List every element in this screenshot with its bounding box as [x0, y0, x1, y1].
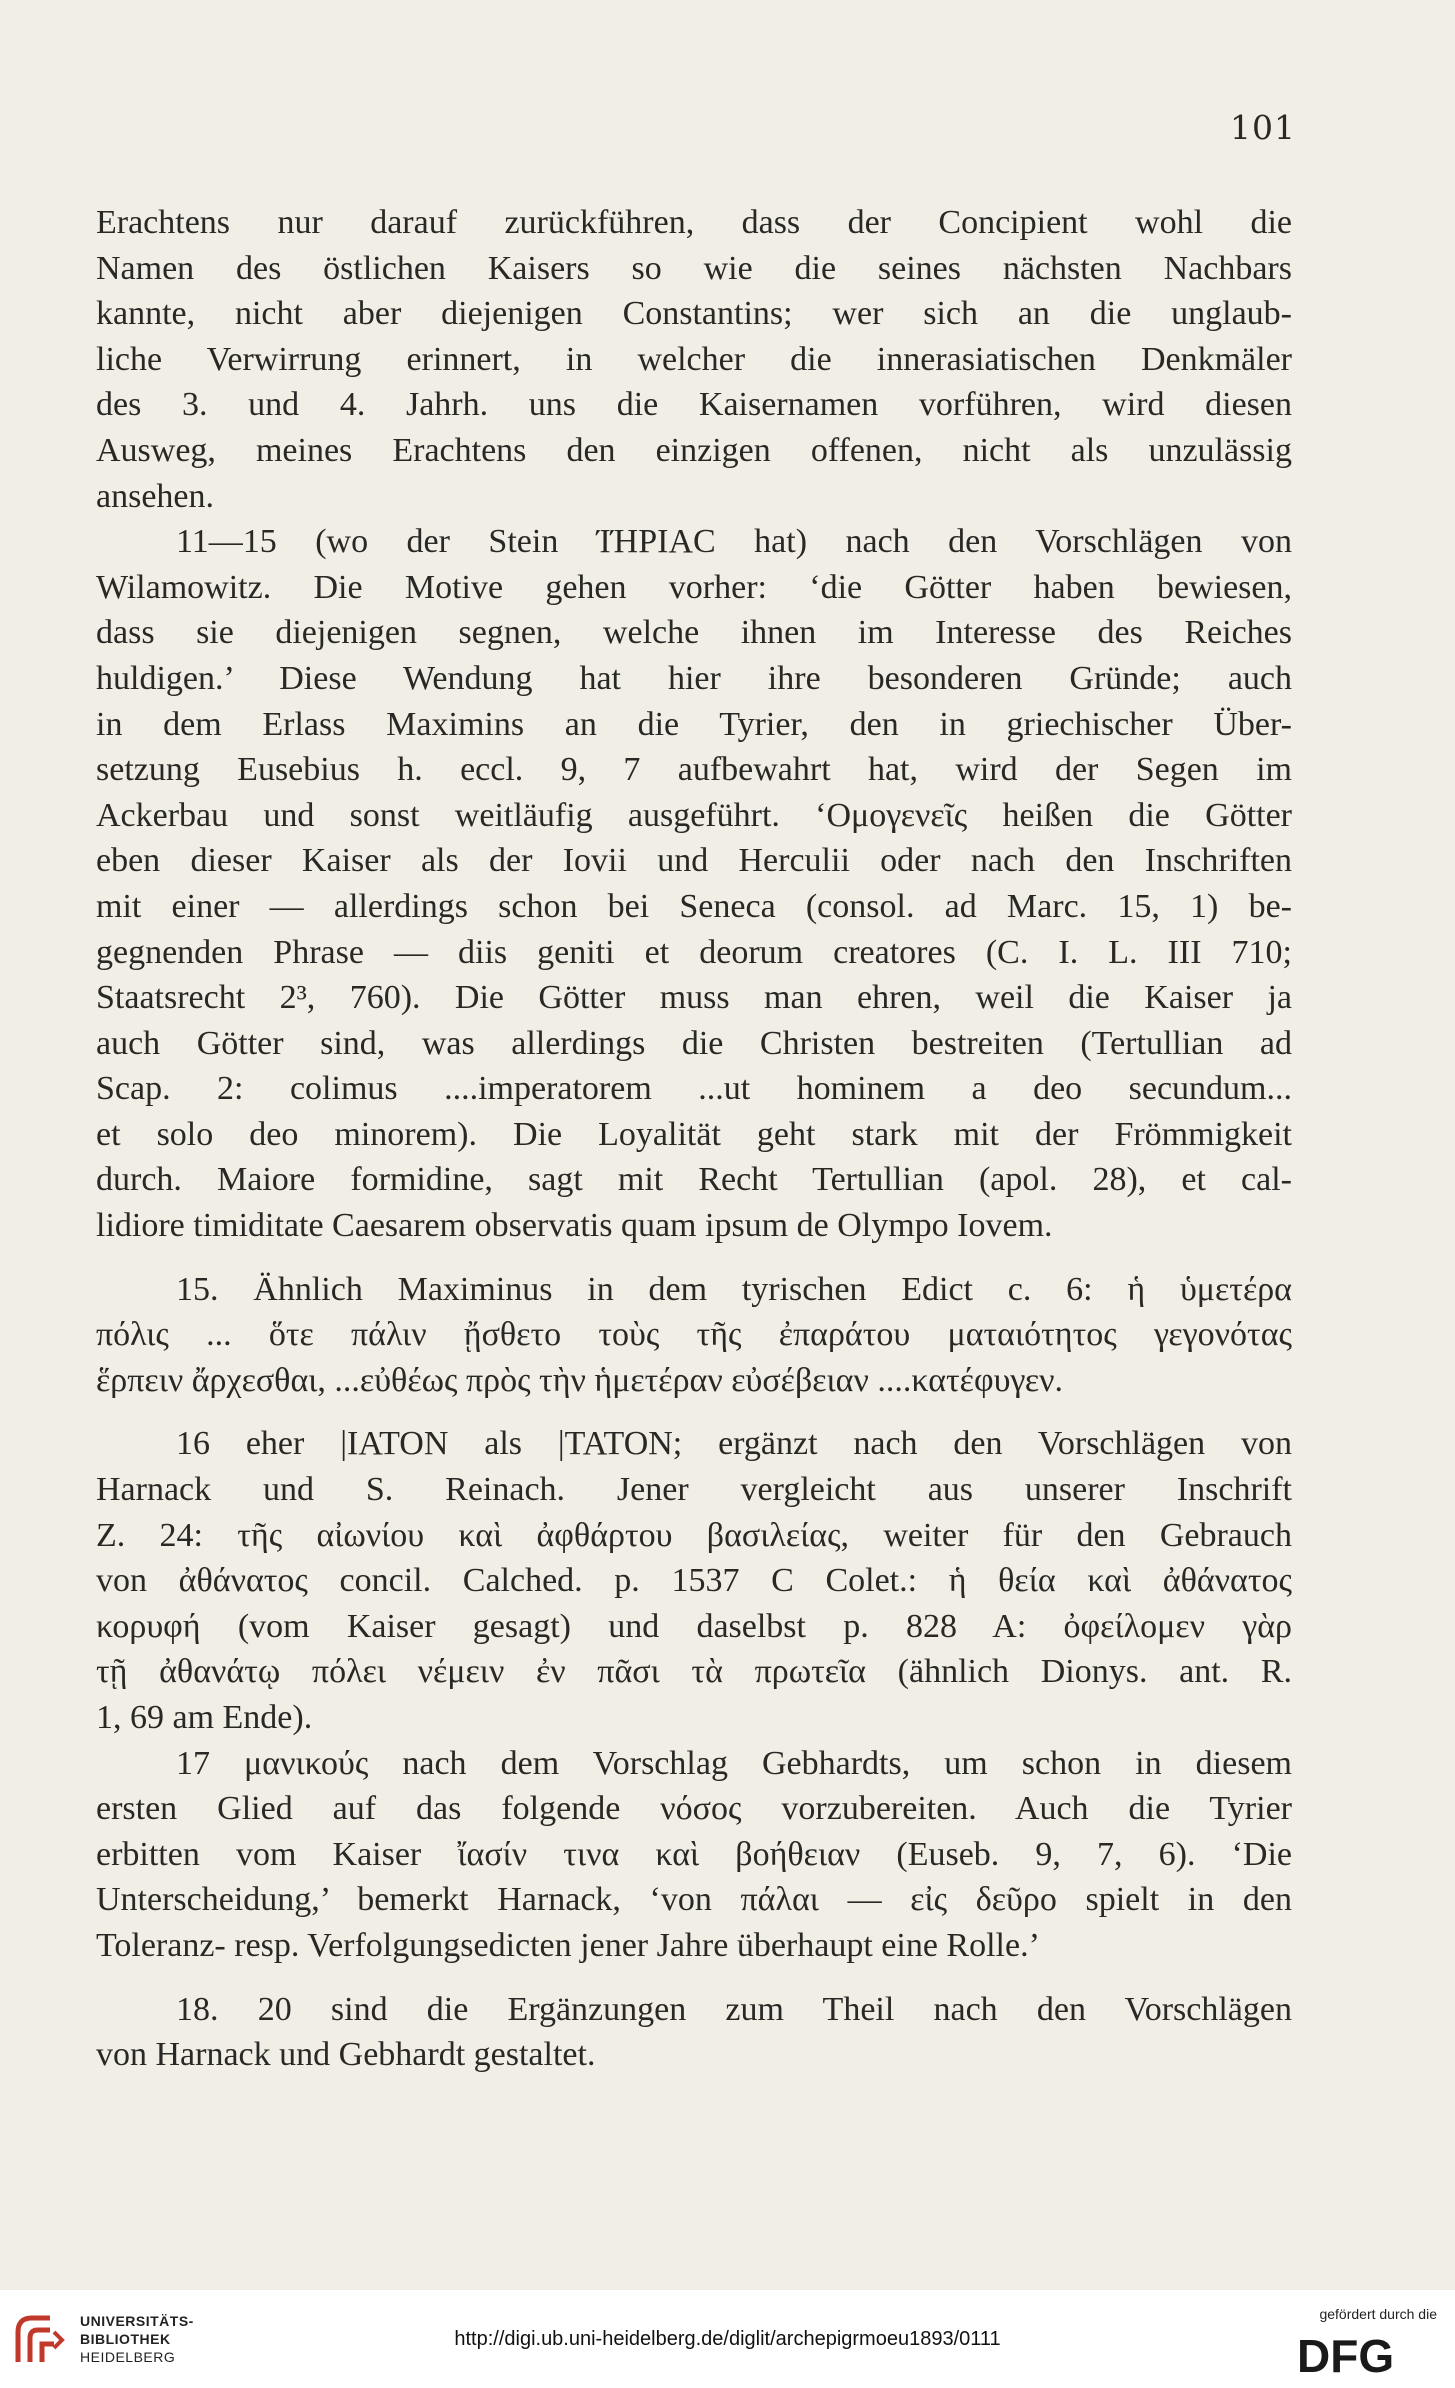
text-line: liche Verwirrung erinnert, in welcher die innerasiatischen Denkmäler	[96, 340, 1292, 378]
page-number: 101	[1230, 108, 1296, 147]
text-line: dass sie diejenigen segnen, welche ihnen im Interesse des Reiches	[96, 614, 1292, 652]
text-line: κορυφή (vom Kaiser gesagt) und daselbst p. 828 A: ὀφείλομεν γὰρ	[96, 1607, 1292, 1645]
text-line: mit einer — allerdings schon bei Seneca (consol. ad Marc. 15, 1) be-	[96, 887, 1292, 925]
text-line: Ausweg, meines Erachtens den einzigen offenen, nicht als unzulässig	[96, 431, 1292, 469]
dfg-logo-text: DFG	[1297, 2330, 1395, 2378]
paragraph-gap	[96, 1969, 1292, 1987]
text-line: erbitten vom Kaiser ἴασίν τινα καὶ βοήθειαν (Euseb. 9, 7, 6). ‘Die	[96, 1835, 1292, 1873]
text-line: ersten Glied auf das folgende νόσος vorzubereiten. Auch die Tyrier	[96, 1790, 1292, 1828]
text-line: huldigen.’ Diese Wendung hat hier ihre besonderen Gründe; auch	[96, 659, 1292, 697]
text-line: eben dieser Kaiser als der Iovii und Herculii oder nach den Inschriften	[96, 842, 1292, 880]
text-line: τῇ ἀθανάτῳ πόλει νέμειν ἐν πᾶσι τὰ πρωτεῖα (ähnlich Dionys. ant. R.	[96, 1653, 1292, 1691]
text-line: Namen des östlichen Kaisers so wie die seines nächsten Nachbars	[96, 249, 1292, 287]
library-name: UNIVERSITÄTS- BIBLIOTHEK HEIDELBERG	[80, 2313, 194, 2365]
text-line: 18. 20 sind die Ergänzungen zum Theil nach den Vorschlägen	[176, 1990, 1292, 2028]
text-line: von Harnack und Gebhardt gestaltet.	[96, 2036, 596, 2074]
text-line: Scap. 2: colimus ....imperatorem ...ut hominem a deo secundum...	[96, 1070, 1292, 1108]
source-url-link[interactable]: http://digi.ub.uni-heidelberg.de/diglit/archepigrmoeu1893/0111	[454, 2328, 1001, 2350]
text-line: gegnenden Phrase — diis geniti et deorum creatores (C. I. L. III 710;	[96, 933, 1292, 971]
dfg-logo-icon	[1297, 2330, 1437, 2378]
text-line: Toleranz- resp. Verfolgungsedicten jener Jahre überhaupt eine Rolle.’	[96, 1926, 1040, 1964]
text-line: 16 eher |ΙΑΤΟΝ als |ΤΑΤΟΝ; ergänzt nach den Vorschlägen von	[176, 1425, 1292, 1463]
text-line: Ackerbau und sonst weitläufig ausgeführt. ‘Ομογενεῖς heißen die Götter	[96, 796, 1292, 834]
text-line: des 3. und 4. Jahrh. uns die Kaisernamen vorführen, wird diesen	[96, 386, 1292, 424]
text-line: auch Götter sind, was allerdings die Christen bestreiten (Tertullian ad	[96, 1024, 1292, 1062]
text-line: Unterscheidung,’ bemerkt Harnack, ‘von πάλαι — εἰς δεῦρο spielt in den	[96, 1881, 1292, 1919]
text-line: in dem Erlass Maximins an die Tyrier, den in griechischer Über-	[96, 705, 1292, 743]
text-line: ansehen.	[96, 477, 215, 515]
paragraph-gap	[96, 1403, 1292, 1421]
text-line: 11—15 (wo der Stein ΊΉΡΙΑC hat) nach den Vorschlägen von	[176, 523, 1292, 561]
text-line: ἕρπειν ἄρχεσθαι, ...εὐθέως πρὸς τὴν ἡμετέραν εὐσέβειαν ....κατέφυγεν.	[96, 1361, 1064, 1399]
text-line: durch. Maiore formidine, sagt mit Recht Tertullian (apol. 28), et cal-	[96, 1161, 1292, 1199]
text-line: lidiore timiditate Caesarem observatis quam ipsum de Olympo Iovem.	[96, 1207, 1053, 1245]
text-line: setzung Eusebius h. eccl. 9, 7 aufbewahrt hat, wird der Segen im	[96, 751, 1292, 789]
body-text	[96, 200, 1292, 2078]
funding-note: gefördert durch die	[1319, 2306, 1437, 2322]
text-line: 17 μανικούς nach dem Vorschlag Gebhardts, um schon in diesem	[176, 1744, 1292, 1782]
text-line: Harnack und S. Reinach. Jener vergleicht aus unserer Inschrift	[96, 1471, 1292, 1509]
text-line: Staatsrecht 2³, 760). Die Götter muss man ehren, weil die Kaiser ja	[96, 979, 1292, 1017]
text-line: 15. Ähnlich Maximinus in dem tyrischen Edict c. 6: ἡ ὑμετέρα	[176, 1270, 1292, 1308]
text-line: Erachtens nur darauf zurückführen, dass der Concipient wohl die	[96, 204, 1292, 241]
footer-bar	[0, 2290, 1455, 2388]
paragraph-gap	[96, 1249, 1292, 1267]
text-line: von ἀθάνατος concil. Calched. p. 1537 C Colet.: ἡ θεία καὶ ἀθάνατος	[96, 1562, 1292, 1600]
text-line: 1, 69 am Ende).	[96, 1699, 313, 1736]
text-line: et solo deo minorem). Die Loyalität geht stark mit der Frömmigkeit	[96, 1115, 1292, 1153]
text-line: kannte, nicht aber diejenigen Constantins; wer sich an die unglaub-	[96, 295, 1292, 333]
text-line: πόλις ... ὅτε πάλιν ᾔσθετο τοὺς τῆς ἐπαράτου ματαιότητος γεγονότας	[96, 1316, 1292, 1354]
text-line: Wilamowitz. Die Motive gehen vorher: ‘die Götter haben bewiesen,	[96, 568, 1292, 606]
text-line: Z. 24: τῆς αἰωνίου καὶ ἀφθάρτου βασιλείας, weiter für den Gebrauch	[96, 1516, 1292, 1554]
